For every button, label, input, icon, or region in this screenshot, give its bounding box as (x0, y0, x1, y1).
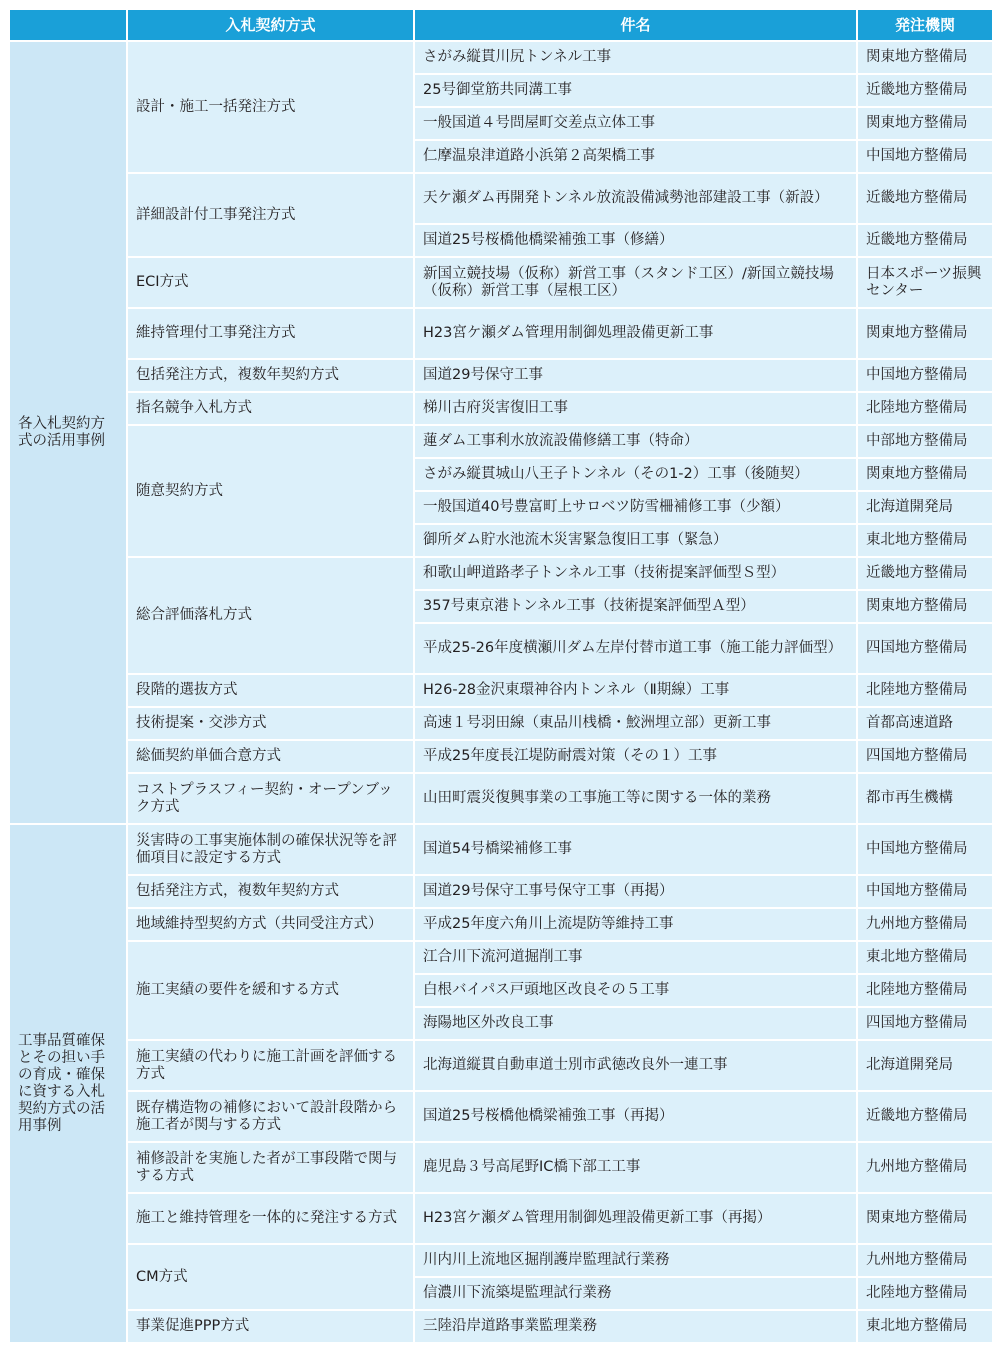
project-name-cell: 川内川上流地区掘削護岸監理試行業務 (415, 1245, 856, 1276)
project-name-cell: 平成25-26年度横瀬川ダム左岸付替市道工事（施工能力評価型） (415, 624, 856, 673)
ordering-agency-cell: 中部地方整備局 (858, 426, 992, 457)
project-name-cell: 白根バイパス戸頭地区改良その５工事 (415, 975, 856, 1006)
ordering-agency-cell: 近畿地方整備局 (858, 174, 992, 223)
ordering-agency-cell: 首都高速道路 (858, 708, 992, 739)
ordering-agency-cell: 中国地方整備局 (858, 825, 992, 874)
table-row (10, 360, 992, 391)
ordering-agency-cell: 北海道開発局 (858, 1041, 992, 1090)
table-row (10, 426, 992, 457)
table-row (10, 1041, 992, 1090)
ordering-agency-cell: 四国地方整備局 (858, 741, 992, 772)
method-cell: 施工実績の代わりに施工計画を評価する方式 (128, 1041, 413, 1090)
ordering-agency-cell: 東北地方整備局 (858, 525, 992, 556)
ordering-agency-cell: 北陸地方整備局 (858, 675, 992, 706)
method-cell: 設計・施工一括発注方式 (128, 42, 413, 172)
ordering-agency-cell: 都市再生機構 (858, 774, 992, 823)
project-name-cell: 一般国道４号問屋町交差点立体工事 (415, 108, 856, 139)
project-name-cell: 北海道縦貫自動車道士別市武徳改良外一連工事 (415, 1041, 856, 1090)
project-name-cell: 海陽地区外改良工事 (415, 1008, 856, 1039)
method-cell: ECI方式 (128, 258, 413, 307)
method-cell: 補修設計を実施した者が工事段階で関与する方式 (128, 1143, 413, 1192)
project-name-cell: 蓮ダム工事利水放流設備修繕工事（特命） (415, 426, 856, 457)
category-cell: 各入札契約方式の活用事例 (10, 42, 126, 823)
header-category (10, 10, 126, 40)
header-method: 入札契約方式 (128, 10, 413, 40)
project-name-cell: さがみ縦貫城山八王子トンネル（その1-2）工事（後随契） (415, 459, 856, 490)
project-name-cell: 山田町震災復興事業の工事施工等に関する一体的業務 (415, 774, 856, 823)
method-cell: 包括発注方式，複数年契約方式 (128, 876, 413, 907)
table-row (10, 774, 992, 823)
header-project-name: 件名 (415, 10, 856, 40)
project-name-cell: 鹿児島３号高尾野IC橋下部工工事 (415, 1143, 856, 1192)
ordering-agency-cell: 関東地方整備局 (858, 591, 992, 622)
ordering-agency-cell: 九州地方整備局 (858, 1245, 992, 1276)
table-row (10, 876, 992, 907)
category-cell: 工事品質確保とその担い手の育成・確保に資する入札契約方式の活用事例 (10, 825, 126, 1342)
method-cell: 段階的選抜方式 (128, 675, 413, 706)
table-row (10, 825, 992, 874)
method-cell: 技術提案・交渉方式 (128, 708, 413, 739)
project-name-cell: 国道54号橋梁補修工事 (415, 825, 856, 874)
ordering-agency-cell: 関東地方整備局 (858, 309, 992, 358)
table-row (10, 1311, 992, 1342)
method-cell: CM方式 (128, 1245, 413, 1309)
project-name-cell: 信濃川下流築堤監理試行業務 (415, 1278, 856, 1309)
ordering-agency-cell: 関東地方整備局 (858, 459, 992, 490)
method-cell: 地域維持型契約方式（共同受注方式） (128, 909, 413, 940)
project-name-cell: 新国立競技場（仮称）新営工事（スタンド工区）/新国立競技場（仮称）新営工事（屋根工区） (415, 258, 856, 307)
project-name-cell: 江合川下流河道掘削工事 (415, 942, 856, 973)
table-row (10, 393, 992, 424)
method-cell: 施工と維持管理を一体的に発注する方式 (128, 1194, 413, 1243)
table-row (10, 1092, 992, 1141)
ordering-agency-cell: 近畿地方整備局 (858, 225, 992, 256)
project-name-cell: H23宮ケ瀬ダム管理用制御処理設備更新工事（再掲） (415, 1194, 856, 1243)
method-cell: 総合評価落札方式 (128, 558, 413, 673)
ordering-agency-cell: 近畿地方整備局 (858, 75, 992, 106)
project-name-cell: H23宮ケ瀬ダム管理用制御処理設備更新工事 (415, 309, 856, 358)
ordering-agency-cell: 関東地方整備局 (858, 108, 992, 139)
project-name-cell: さがみ縦貫川尻トンネル工事 (415, 42, 856, 73)
header-ordering-agency: 発注機関 (858, 10, 992, 40)
project-name-cell: 御所ダム貯水池流木災害緊急復旧工事（緊急） (415, 525, 856, 556)
method-cell: 既存構造物の補修において設計段階から施工者が関与する方式 (128, 1092, 413, 1141)
ordering-agency-cell: 北海道開発局 (858, 492, 992, 523)
project-name-cell: 仁摩温泉津道路小浜第２高架橋工事 (415, 141, 856, 172)
table-header-row (10, 10, 992, 40)
project-name-cell: 梯川古府災害復旧工事 (415, 393, 856, 424)
ordering-agency-cell: 中国地方整備局 (858, 876, 992, 907)
method-cell: 事業促進PPP方式 (128, 1311, 413, 1342)
table-row (10, 174, 992, 223)
table-row (10, 558, 992, 589)
ordering-agency-cell: 九州地方整備局 (858, 1143, 992, 1192)
method-cell: コストプラスフィー契約・オープンブック方式 (128, 774, 413, 823)
project-name-cell: 国道29号保守工事 (415, 360, 856, 391)
ordering-agency-cell: 東北地方整備局 (858, 1311, 992, 1342)
ordering-agency-cell: 東北地方整備局 (858, 942, 992, 973)
table-row (10, 42, 992, 73)
contract-method-table (8, 8, 994, 1344)
table-row (10, 708, 992, 739)
project-name-cell: 平成25年度六角川上流堤防等維持工事 (415, 909, 856, 940)
ordering-agency-cell: 四国地方整備局 (858, 624, 992, 673)
project-name-cell: 和歌山岬道路孝子トンネル工事（技術提案評価型Ｓ型） (415, 558, 856, 589)
method-cell: 指名競争入札方式 (128, 393, 413, 424)
ordering-agency-cell: 関東地方整備局 (858, 1194, 992, 1243)
project-name-cell: 平成25年度長江堤防耐震対策（その１）工事 (415, 741, 856, 772)
table-row (10, 942, 992, 973)
table-row (10, 1245, 992, 1276)
table-row (10, 675, 992, 706)
ordering-agency-cell: 四国地方整備局 (858, 1008, 992, 1039)
table-row (10, 909, 992, 940)
ordering-agency-cell: 関東地方整備局 (858, 42, 992, 73)
ordering-agency-cell: 近畿地方整備局 (858, 558, 992, 589)
ordering-agency-cell: 北陸地方整備局 (858, 1278, 992, 1309)
project-name-cell: 357号東京港トンネル工事（技術提案評価型Ａ型） (415, 591, 856, 622)
method-cell: 災害時の工事実施体制の確保状況等を評価項目に設定する方式 (128, 825, 413, 874)
method-cell: 詳細設計付工事発注方式 (128, 174, 413, 256)
project-name-cell: 国道29号保守工事号保守工事（再掲） (415, 876, 856, 907)
ordering-agency-cell: 中国地方整備局 (858, 360, 992, 391)
ordering-agency-cell: 近畿地方整備局 (858, 1092, 992, 1141)
table-row (10, 258, 992, 307)
project-name-cell: 一般国道40号豊富町上サロベツ防雪柵補修工事（少額） (415, 492, 856, 523)
project-name-cell: 25号御堂筋共同溝工事 (415, 75, 856, 106)
method-cell: 包括発注方式，複数年契約方式 (128, 360, 413, 391)
table-row (10, 1143, 992, 1192)
method-cell: 随意契約方式 (128, 426, 413, 556)
table-row (10, 1194, 992, 1243)
table-row (10, 309, 992, 358)
ordering-agency-cell: 九州地方整備局 (858, 909, 992, 940)
project-name-cell: 高速１号羽田線（東品川桟橋・鮫洲埋立部）更新工事 (415, 708, 856, 739)
table-row (10, 741, 992, 772)
project-name-cell: 国道25号桜橋他橋梁補強工事（再掲） (415, 1092, 856, 1141)
method-cell: 施工実績の要件を緩和する方式 (128, 942, 413, 1039)
table-body (10, 42, 992, 1342)
project-name-cell: 国道25号桜橋他橋梁補強工事（修繕） (415, 225, 856, 256)
ordering-agency-cell: 北陸地方整備局 (858, 393, 992, 424)
project-name-cell: H26-28金沢東環神谷内トンネル（Ⅱ期線）工事 (415, 675, 856, 706)
method-cell: 維持管理付工事発注方式 (128, 309, 413, 358)
project-name-cell: 天ケ瀬ダム再開発トンネル放流設備減勢池部建設工事（新設） (415, 174, 856, 223)
ordering-agency-cell: 中国地方整備局 (858, 141, 992, 172)
ordering-agency-cell: 日本スポーツ振興センター (858, 258, 992, 307)
project-name-cell: 三陸沿岸道路事業監理業務 (415, 1311, 856, 1342)
ordering-agency-cell: 北陸地方整備局 (858, 975, 992, 1006)
method-cell: 総価契約単価合意方式 (128, 741, 413, 772)
